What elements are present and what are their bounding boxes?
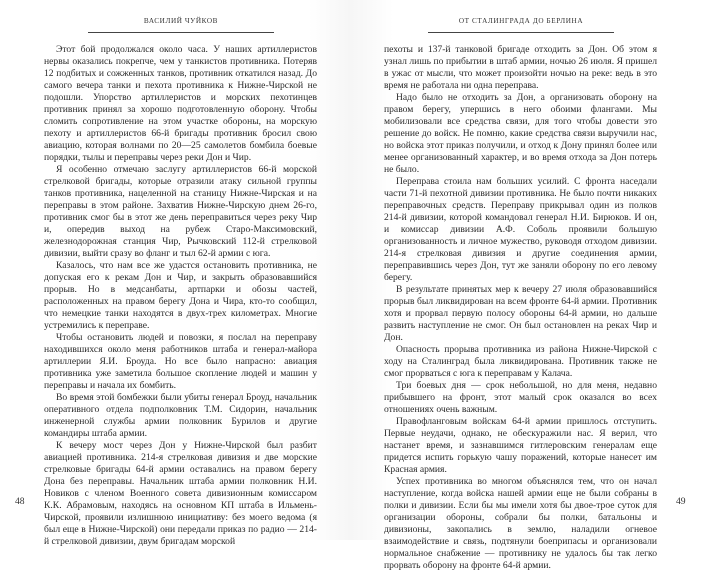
header-rule bbox=[428, 32, 614, 33]
paragraph: Чтобы остановить людей и повозки, я послал на переправу находившихся около меня работников штаба и генерал-майора артиллерии Я.И. Броуда. Но все было напрасно: авиация противника уже заметила большое скопление людей и машин у переправы и начала их бомбить. bbox=[44, 332, 317, 391]
paragraph: В результате принятых мер к вечеру 27 июля образовавшийся прорыв был ликвидирован на всем фронте 64-й армии. Противник хотя и прорвал первую полосу обороны 64-й армии, но дальше развить наступление не смог. Он был остановлен на реках Чир и Дон. bbox=[384, 284, 657, 343]
running-head-author: ВАСИЛИЙ ЧУЙКОВ bbox=[143, 17, 219, 25]
paragraph: Надо было не отходить за Дон, а организовать оборону на правом берегу, упершись в него обоими флангами. Мы мобилизовали все средства связи, для того чтобы довести это решение до войск. Не помню, какие средства связи выручили нас, но войска этот приказ получили, и отход к Дону принял более или менее организованный характер, и во время отхода за Дон потерь не было. bbox=[384, 92, 657, 175]
left-page bbox=[0, 0, 351, 547]
page-number: 49 bbox=[676, 496, 686, 507]
paragraph: Я особенно отмечаю заслугу артиллеристов 66-й морской стрелковой бригады, которые отразили атаку сильной группы танков противника, нацеленной на станицу Нижне-Чирская и на переправы в этом районе. Захватив Нижне-Чирскую днем 26-го, противник смог бы в этот же день переправиться через реку Чир и, опередив выход на рубеж Старо-Максимовский, железнодорожная станция Чир, Рычковский 112-й стрелковой дивизии, выйти сразу во фланг и тыл 62-й армии с юга. bbox=[44, 164, 317, 259]
paragraph: К вечеру мост через Дон у Нижне-Чирской был разбит авиацией противника. 214-я стрелковая дивизия и две морские стрелковые бригады 64-й армии оставались на правом берегу Дона без переправы. Начальник штаба армии полковник Н.И. Новиков с членом Военного совета дивизионным комиссаром К.К. Абрамовым, находясь на основном КП штаба в Ильмень-Чирской, проявили излишнюю инициативу: без моего ведома (я был еще в Нижне-Чирской) они передали приказ по радио — 214-й стрелковой дивизии, двум бригадам морской bbox=[44, 440, 317, 547]
right-page bbox=[351, 0, 702, 571]
paragraph: Три боевых дня — срок небольшой, но для меня, недавно прибывшего на фронт, этот малый срок оказался во всех отношениях очень важным. bbox=[384, 380, 657, 415]
paragraph: Казалось, что нам все же удастся остановить противника, не допуская его к рекам Дон и Чир, и закрыть образовавшийся прорыв. Но в медсанбаты, артпарки и обозы частей, расположенных на правом берегу Дона и Чира, кто-то сообщил, что немецкие танки находятся в двух-трех километрах. Многие устремились к переправе. bbox=[44, 260, 317, 331]
paragraph: Опасность прорыва противника из района Нижне-Чирской с ходу на Сталинград была ликвидирована. Противник также не смог прорваться с юга к переправам у Калача. bbox=[384, 344, 657, 379]
paragraph: Во время этой бомбежки были убиты генерал Броуд, начальник оперативного отдела подполковник Т.М. Сидорин, начальник инженерной службы армии полковник Бурилов и другие командиры штаба армии. bbox=[44, 392, 317, 439]
body-text bbox=[384, 44, 657, 572]
running-head-title: ОТ СТАЛИНГРАДА ДО БЕРЛИНА bbox=[458, 17, 584, 25]
paragraph-continuation: пехоты и 137-й танковой бригаде отходить за Дон. Об этом я узнал лишь по прибытии в штаб армии, ночью 26 июля. Я пришел в ужас от мысли, что может произойти ночью на реке: ведь в это время не работала ни одна переправа. bbox=[384, 44, 657, 91]
paragraph: Этот бой продолжался около часа. У наших артиллеристов нервы оказались покрепче, чем у танкистов противника. Потеряв 12 подбитых и сожженных танков, противник откатился назад. До самого вечера танки и пехота противника к Нижне-Чирской не подошли. Упорство артиллеристов и морских пехотинцев противник принял за хорошо подготовленную оборону. Чтобы сломить сопротивление на этом участке обороны, на морскую пехоту и артиллеристов 66-й бригады противник бросил свою авиацию, которая волнами по 20—25 самолетов бомбила боевые порядки, тылы и переправы через реки Дон и Чир. bbox=[44, 44, 317, 163]
header-rule bbox=[88, 32, 274, 33]
paragraph: Правофланговым войскам 64-й армии пришлось отступить. Первые неудачи, однако, не обескуражили нас. Я верил, что настанет время, и зазнавшимся гитлеровским генералам еще придется испить горькую чашу поражений, которые нанесет им Красная армия. bbox=[384, 416, 657, 475]
body-text bbox=[44, 44, 317, 548]
page-number: 48 bbox=[15, 496, 25, 507]
paragraph: Успех противника во многом объяснялся тем, что он начал наступление, когда войска нашей армии еще не были собраны в полки и дивизии. Если бы мы имели хотя бы двое-трое суток для организации обороны, собрали бы полки, батальоны и дивизионы, закопались в землю, наладили огневое взаимодействие и связь, подтянули боеприпасы и организовали нормальное снабжение — противнику не удалось бы так легко прорвать оборону на фронте 64-й армии. bbox=[384, 476, 657, 571]
paragraph: Переправа стоила нам больших усилий. С фронта наседали части 71-й пехотной дивизии противника. Не было почти никаких переправочных средств. Переправу прикрывал один из полков 214-й дивизии, которой командовал генерал Н.И. Бирюков. И он, и комиссар дивизии А.Ф. Соболь проявили большую организованность и личное мужество, руководя отходом дивизии. 214-я стрелковая дивизия и другие соединения армии, переправившись через Дон, тут же заняли оборону по его левому берегу. bbox=[384, 176, 657, 283]
